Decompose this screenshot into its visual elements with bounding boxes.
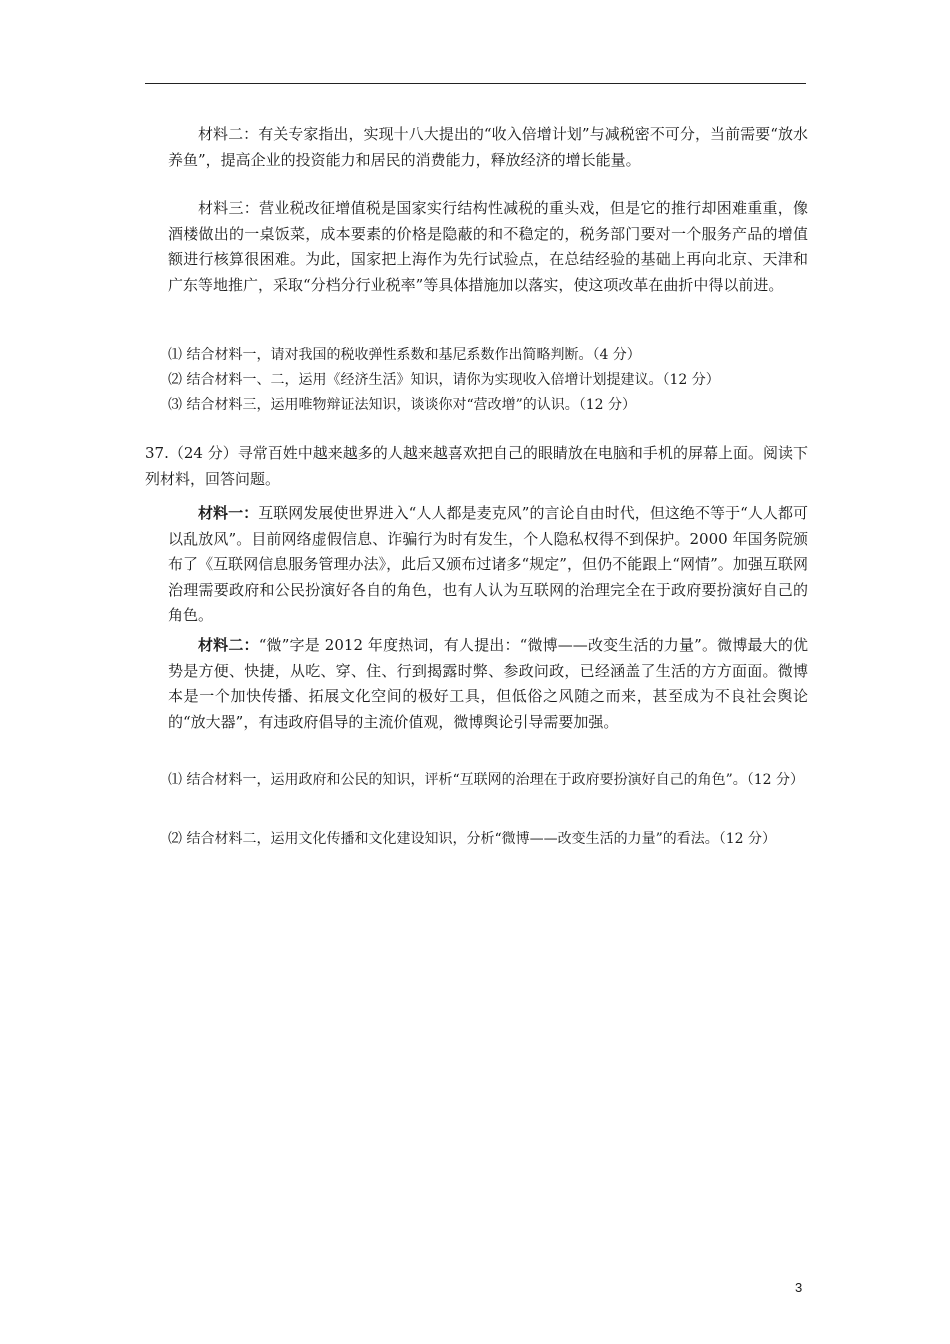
question-36-1: ⑴ 结合材料一，请对我国的税收弹性系数和基尼系数作出简略判断。（4 分） (168, 347, 641, 363)
q37-material-2-paragraph (168, 633, 808, 735)
material-3-paragraph: 材料三：营业税改征增值税是国家实行结构性减税的重头戏，但是它的推行却困难重重，像酒楼做出的一桌饭菜，成本要素的价格是隐蔽的和不稳定的，税务部门要对一个服务产品的增值额进行核算很困难。为此，国家把上海作为先行试验点，在总结经验的基础上再向北京、天津和广东等地推广，采取“分档分行业税率”等具体措施加以落实，使这项改革在曲折中得以前进。 (168, 199, 808, 294)
q37-material-1-label: 材料一： (198, 504, 259, 522)
question-37-intro: 37.（24 分）寻常百姓中越来越多的人越来越喜欢把自己的眼睛放在电脑和手机的屏幕上面。阅读下列材料，回答问题。 (145, 444, 808, 488)
material-2-paragraph: 材料二：有关专家指出，实现十八大提出的“收入倍增计划”与减税密不可分，当前需要“放水养鱼”，提高企业的投资能力和居民的消费能力，释放经济的增长能量。 (168, 125, 808, 169)
q37-material-2-text: “微”字是 2012 年度热词，有人提出：“微博——改变生活的力量”。微博最大的优势是方便、快捷，从吃、穿、住、行到揭露时弊、参政问政，已经涵盖了生活的方方面面。微博本是一个加快传播、拓展文化空间的极好工具，但低俗之风随之而来，甚至成为不良社会舆论的“放大器”，有违政府倡导的主流价值观，微博舆论引导需要加强。 (168, 636, 808, 731)
q37-material-2-label: 材料二： (198, 636, 259, 654)
question-36-2: ⑵ 结合材料一、二，运用《经济生活》知识，请你为实现收入倍增计划提建议。（12 分） (168, 372, 720, 388)
question-36-3: ⑶ 结合材料三，运用唯物辩证法知识，谈谈你对“营改增”的认识。（12 分） (168, 397, 637, 413)
q37-material-1-text: 互联网发展使世界进入“人人都是麦克风”的言论自由时代，但这绝不等于“人人都可以乱放风”。目前网络虚假信息、诈骗行为时有发生，个人隐私权得不到保护。2000 年国务院颁布了《互联网信息服务管理办法》，此后又颁布过诸多“规定”，但仍不能跟上“网情”。加强互联网治理需要政府和公民扮演好各自的角色，也有人认为互联网的治理完全在于政府要扮演好自己的角色。 (168, 504, 808, 624)
header-rule (145, 83, 806, 84)
question-37-2: ⑵ 结合材料二，运用文化传播和文化建设知识，分析“微博——改变生活的力量”的看法。（12 分） (168, 831, 777, 847)
q37-material-1-paragraph (168, 501, 808, 629)
question-37-1: ⑴ 结合材料一，运用政府和公民的知识，评析“互联网的治理在于政府要扮演好自己的角色”。（12 分） (168, 772, 805, 788)
page-number: 3 (795, 1280, 803, 1295)
